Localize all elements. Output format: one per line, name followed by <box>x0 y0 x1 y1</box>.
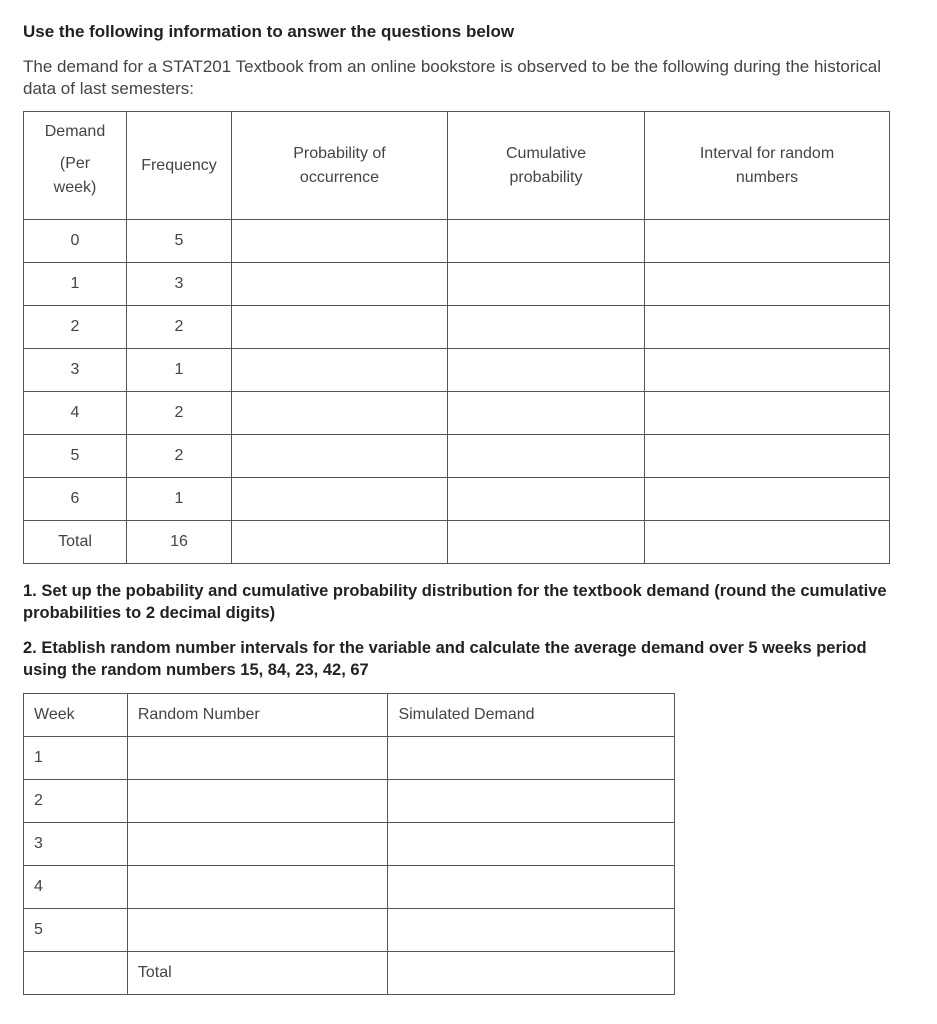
cumulative-cell[interactable] <box>448 521 645 564</box>
interval-cell[interactable] <box>645 306 890 349</box>
simulated-demand-cell[interactable] <box>388 823 675 866</box>
intro-paragraph: The demand for a STAT201 Textbook from an online bookstore is observed to be the following during the historical data of last semesters: <box>23 57 882 98</box>
demand-cell: 0 <box>24 220 127 263</box>
demand-cell: 4 <box>24 392 127 435</box>
frequency-cell: 2 <box>127 392 232 435</box>
header-frequency: Frequency <box>127 112 232 220</box>
frequency-cell: 5 <box>127 220 232 263</box>
table-row <box>24 780 675 823</box>
frequency-cell: 1 <box>127 349 232 392</box>
table-row <box>24 521 890 564</box>
header-demand <box>24 112 127 220</box>
demand-cell: 1 <box>24 263 127 306</box>
header-demand-line: Demand <box>44 123 106 140</box>
demand-cell: 5 <box>24 435 127 478</box>
total-value-cell[interactable] <box>388 952 675 995</box>
demand-cell: 6 <box>24 478 127 521</box>
table-header-row <box>24 112 890 220</box>
cumulative-cell[interactable] <box>448 478 645 521</box>
header-random-number: Random Number <box>127 694 388 737</box>
probability-cell[interactable] <box>232 306 448 349</box>
week-cell: 5 <box>24 909 128 952</box>
random-number-cell[interactable] <box>127 737 388 780</box>
header-week: Week <box>24 694 128 737</box>
header-cumulative <box>448 112 645 220</box>
table-row <box>24 349 890 392</box>
week-cell: 1 <box>24 737 128 780</box>
cumulative-cell[interactable] <box>448 435 645 478</box>
simulated-demand-cell[interactable] <box>388 909 675 952</box>
demand-cell: Total <box>24 521 127 564</box>
week-cell: 3 <box>24 823 128 866</box>
table-row <box>24 220 890 263</box>
table-row <box>24 866 675 909</box>
simulated-demand-cell[interactable] <box>388 780 675 823</box>
random-number-cell[interactable] <box>127 823 388 866</box>
table-row <box>24 823 675 866</box>
probability-cell[interactable] <box>232 263 448 306</box>
interval-cell[interactable] <box>645 220 890 263</box>
table-row <box>24 263 890 306</box>
total-row <box>24 952 675 995</box>
question-2: 2. Etablish random number intervals for the variable and calculate the average demand over 5 weeks period using the random numbers 15, 84, 23, 42, 67 <box>23 639 867 679</box>
probability-cell[interactable] <box>232 349 448 392</box>
week-cell: 2 <box>24 780 128 823</box>
probability-cell[interactable] <box>232 435 448 478</box>
table-row <box>24 478 890 521</box>
demand-cell: 2 <box>24 306 127 349</box>
cumulative-cell[interactable] <box>448 392 645 435</box>
simulation-table <box>23 693 675 995</box>
header-demand-line: week) <box>53 179 97 196</box>
random-number-cell[interactable] <box>127 866 388 909</box>
simulated-demand-cell[interactable] <box>388 866 675 909</box>
header-interval-text: Interval for random numbers <box>699 144 835 186</box>
probability-cell[interactable] <box>232 521 448 564</box>
header-cumulative-text: Cumulative probability <box>505 144 587 186</box>
interval-cell[interactable] <box>645 263 890 306</box>
header-probability <box>232 112 448 220</box>
table-row <box>24 435 890 478</box>
frequency-cell: 2 <box>127 306 232 349</box>
table-row <box>24 909 675 952</box>
frequency-cell: 16 <box>127 521 232 564</box>
frequency-cell: 3 <box>127 263 232 306</box>
instructions-heading: Use the following information to answer the questions below <box>23 22 515 41</box>
table-row <box>24 392 890 435</box>
interval-cell[interactable] <box>645 435 890 478</box>
table-row <box>24 737 675 780</box>
probability-cell[interactable] <box>232 392 448 435</box>
frequency-cell: 2 <box>127 435 232 478</box>
week-cell: 4 <box>24 866 128 909</box>
question-1: 1. Set up the pobability and cumulative probability distribution for the textbook demand (round the cumulative probabilities to 2 decimal digits) <box>23 582 887 622</box>
empty-cell <box>24 952 128 995</box>
cumulative-cell[interactable] <box>448 263 645 306</box>
demand-distribution-table <box>23 111 890 564</box>
probability-cell[interactable] <box>232 478 448 521</box>
interval-cell[interactable] <box>645 392 890 435</box>
total-label: Total <box>127 952 388 995</box>
interval-cell[interactable] <box>645 478 890 521</box>
header-probability-text: Probability of occurrence <box>293 144 386 186</box>
interval-cell[interactable] <box>645 521 890 564</box>
interval-cell[interactable] <box>645 349 890 392</box>
header-demand-line: (Per <box>59 155 91 172</box>
header-interval <box>645 112 890 220</box>
cumulative-cell[interactable] <box>448 306 645 349</box>
frequency-cell: 1 <box>127 478 232 521</box>
header-simulated-demand: Simulated Demand <box>388 694 675 737</box>
random-number-cell[interactable] <box>127 780 388 823</box>
cumulative-cell[interactable] <box>448 220 645 263</box>
probability-cell[interactable] <box>232 220 448 263</box>
demand-cell: 3 <box>24 349 127 392</box>
table-row <box>24 306 890 349</box>
simulated-demand-cell[interactable] <box>388 737 675 780</box>
random-number-cell[interactable] <box>127 909 388 952</box>
cumulative-cell[interactable] <box>448 349 645 392</box>
table-header-row <box>24 694 675 737</box>
